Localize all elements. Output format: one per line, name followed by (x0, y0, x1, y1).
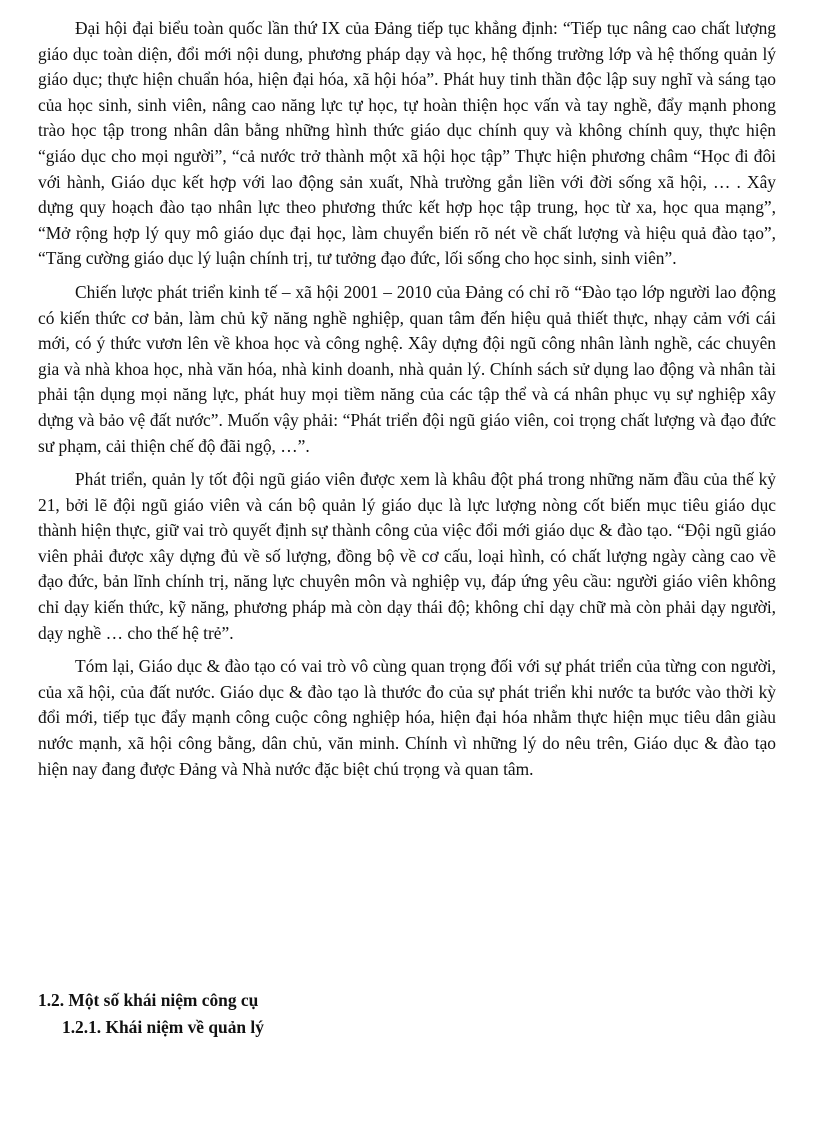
section-heading: 1.2. Một số khái niệm công cụ (38, 990, 259, 1010)
subsection-heading: 1.2.1. Khái niệm về quản lý (62, 1017, 264, 1037)
paragraph-party-congress: Đại hội đại biểu toàn quốc lần thứ IX của Đảng tiếp tục khẳng định: “Tiếp tục nâng cao chất lượng giáo dục toàn diện, đổi mới nội dung, phương pháp dạy và học, hệ thống trường lớp và hệ thống quản lý giáo dục; thực hiện chuẩn hóa, hiện đại hóa, xã hội hóa”. Phát huy tinh thần độc lập suy nghĩ và sáng tạo của học sinh, sinh viên, nâng cao năng lực tự học, tự hoàn thiện học vấn và tay nghề, đẩy mạnh phong trào học tập trong nhân dân bằng những hình thức giáo dục chính quy và không chính quy, thực hiện “giáo dục cho mọi người”, “cả nước trở thành một xã hội học tập” Thực hiện phương châm “Học đi đôi với hành, Giáo dục kết hợp với lao động sản xuất, Nhà trường gắn liền với đời sống xã hội, … . Xây dựng quy hoạch đào tạo nhân lực theo phương thức kết hợp học tập trung, học từ xa, học qua mạng”, “Mở rộng hợp lý quy mô giáo dục đại học, làm chuyển biến rõ nét về chất lượng và hiệu quả đào tạo”, “Tăng cường giáo dục lý luận chính trị, tư tưởng đạo đức, lối sống cho học sinh, sinh viên”. (38, 18, 776, 269)
paragraph-development-strategy: Chiến lược phát triển kinh tế – xã hội 2001 – 2010 của Đảng có chỉ rõ “Đào tạo lớp người lao động có kiến thức cơ bản, làm chủ kỹ năng nghề nghiệp, quan tâm đến hiệu quả thiết thực, nhạy cảm với cái mới, có ý thức vươn lên về khoa học và công nghệ. Xây dựng đội ngũ công nhân lành nghề, các chuyên gia và nhà khoa học, nhà văn hóa, nhà kinh doanh, nhà quản lý. Chính sách sử dụng lao động và nhân tài phải tận dụng mọi năng lực, phát huy mọi tiềm năng của các tập thể và cá nhân phục vụ sự nghiệp xây dựng và bảo vệ đất nước”. Muốn vậy phải: “Phát triển đội ngũ giáo viên, coi trọng chất lượng và đạo đức sư phạm, cải thiện chế độ đãi ngộ, …”. (38, 281, 776, 456)
document-body (38, 16, 776, 790)
paragraph-conclusion: Tóm lại, Giáo dục & đào tạo có vai trò vô cùng quan trọng đối với sự phát triển của từng con người, của xã hội, của đất nước. Giáo dục & đào tạo là thước đo của sự phát triển khi nước ta bước vào thời kỳ đổi mới, tiếp tục đẩy mạnh công cuộc công nghiệp hóa, hiện đại hóa nhằm thực hiện mục tiêu dân giàu nước mạnh, xã hội công bằng, dân chủ, văn minh. Chính vì những lý do nêu trên, Giáo dục & đào tạo hiện nay đang được Đảng và Nhà nước đặc biệt chú trọng và quan tâm. (38, 656, 776, 779)
paragraph-teacher-development: Phát triển, quản ly tốt đội ngũ giáo viên được xem là khâu đột phá trong những năm đầu của thế kỷ 21, bởi lẽ đội ngũ giáo viên và cán bộ quản lý giáo dục là lực lượng nòng cốt biến mục tiêu giáo dục thành hiện thực, giữ vai trò quyết định sự thành công của việc đổi mới giáo dục & đào tạo. “Đội ngũ giáo viên phải được xây dựng đủ về số lượng, đồng bộ về cơ cấu, loại hình, có chất lượng ngày càng cao về đạo đức, bản lĩnh chính trị, năng lực chuyên môn và nghiệp vụ, đáp ứng yêu cầu: người giáo viên không chỉ dạy kiến thức, kỹ năng, phương pháp mà còn dạy thái độ; không chỉ dạy chữ mà còn phải dạy người, dạy nghề … cho thế hệ trẻ”. (38, 469, 776, 643)
